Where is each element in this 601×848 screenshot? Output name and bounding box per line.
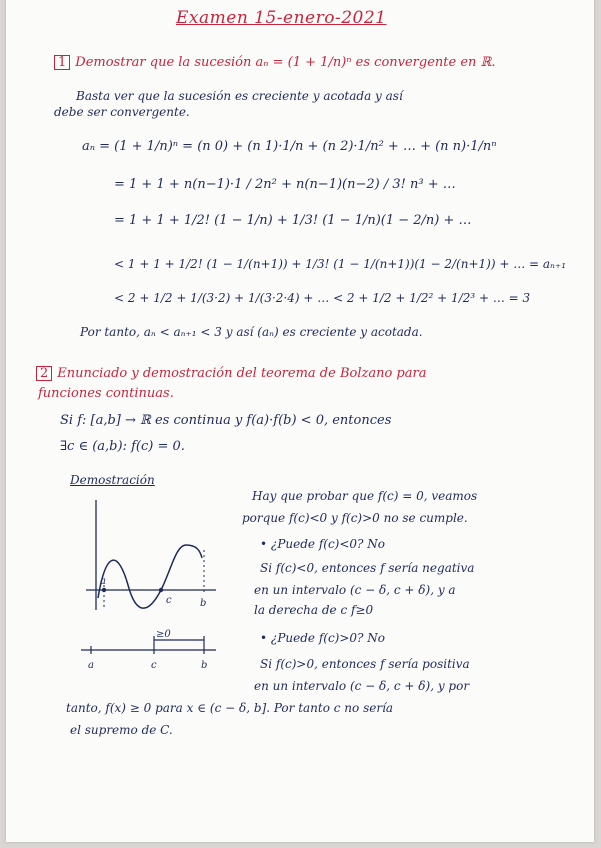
interval-label: ≥0 bbox=[156, 629, 171, 640]
point-c bbox=[159, 588, 163, 592]
q1-equation-3: = 1 + 1 + 1/2! (1 − 1/n) + 1/3! (1 − 1/n)(1 − 2/n) + … bbox=[114, 213, 472, 228]
graph-label-b: b bbox=[200, 598, 207, 609]
bolzano-graph-figure bbox=[76, 490, 236, 675]
question-positive: • ¿Puede f(c)>0? No bbox=[260, 631, 386, 645]
q1-conclusion: Por tanto, aₙ < aₙ₊₁ < 3 y así (aₙ) es creciente y acotada. bbox=[80, 325, 423, 339]
point-a bbox=[102, 588, 106, 592]
q1-equation-1: aₙ = (1 + 1/n)ⁿ = (n 0) + (n 1)·1/n + (n 2)·1/n² + … + (n n)·1/nⁿ bbox=[82, 139, 497, 154]
question-2-prompt-line2: funciones continuas. bbox=[38, 386, 174, 401]
proof-line1: Hay que probar que f(c) = 0, veamos bbox=[252, 489, 478, 503]
neg-line2: en un intervalo (c − δ, c + δ), y a bbox=[254, 583, 456, 597]
q2-statement-line1: Si f: [a,b] → ℝ es continua y f(a)·f(b) < 0, entonces bbox=[60, 413, 392, 428]
q2-statement-line2: ∃c ∈ (a,b): f(c) = 0. bbox=[60, 439, 185, 454]
question-2-text: Enunciado y demostración del teorema de Bolzano para bbox=[57, 366, 427, 381]
question-1-prompt bbox=[54, 55, 495, 70]
neg-line1: Si f(c)<0, entonces f sería negativa bbox=[260, 561, 475, 575]
graph-label-c: c bbox=[166, 595, 172, 606]
axis-label-b: b bbox=[201, 660, 208, 671]
question-2-number: 2 bbox=[36, 366, 52, 381]
proof-line2: porque f(c)<0 y f(c)>0 no se cumple. bbox=[242, 511, 468, 525]
final-line1: tanto, f(x) ≥ 0 para x ∈ (c − δ, b]. Por tanto c no sería bbox=[66, 701, 394, 715]
pos-line2: en un intervalo (c − δ, c + δ), y por bbox=[254, 679, 470, 693]
q1-equation-2: = 1 + 1 + n(n−1)·1 / 2n² + n(n−1)(n−2) / 3! n³ + … bbox=[114, 177, 456, 192]
q1-intro-line1: Basta ver que la sucesión es creciente y acotada y así bbox=[76, 89, 403, 103]
exam-sheet bbox=[6, 0, 594, 842]
graph-label-a: a bbox=[100, 576, 106, 587]
question-1-text: Demostrar que la sucesión aₙ = (1 + 1/n)ⁿ es convergente en ℝ. bbox=[75, 55, 496, 70]
question-negative: • ¿Puede f(c)<0? No bbox=[260, 537, 386, 551]
pos-line1: Si f(c)>0, entonces f sería positiva bbox=[260, 657, 470, 671]
q1-equation-5: < 2 + 1/2 + 1/(3·2) + 1/(3·2·4) + … < 2 + 1/2 + 1/2² + 1/2³ + … = 3 bbox=[114, 291, 531, 305]
axis-label-a: a bbox=[88, 660, 94, 671]
final-line2: el supremo de C. bbox=[70, 723, 173, 737]
q1-equation-4: < 1 + 1 + 1/2! (1 − 1/(n+1)) + 1/3! (1 − 1/(n+1))(1 − 2/(n+1)) + … = aₙ₊₁ bbox=[114, 257, 567, 271]
neg-line3: la derecha de c f≥0 bbox=[254, 603, 374, 617]
question-1-number: 1 bbox=[54, 55, 70, 70]
axis-label-c: c bbox=[151, 660, 157, 671]
q1-intro-line2: debe ser convergente. bbox=[54, 105, 190, 119]
proof-heading: Demostración bbox=[70, 473, 155, 487]
function-curve bbox=[98, 545, 202, 608]
question-2-prompt-line1 bbox=[36, 366, 426, 381]
exam-title: Examen 15-enero-2021 bbox=[176, 8, 387, 28]
